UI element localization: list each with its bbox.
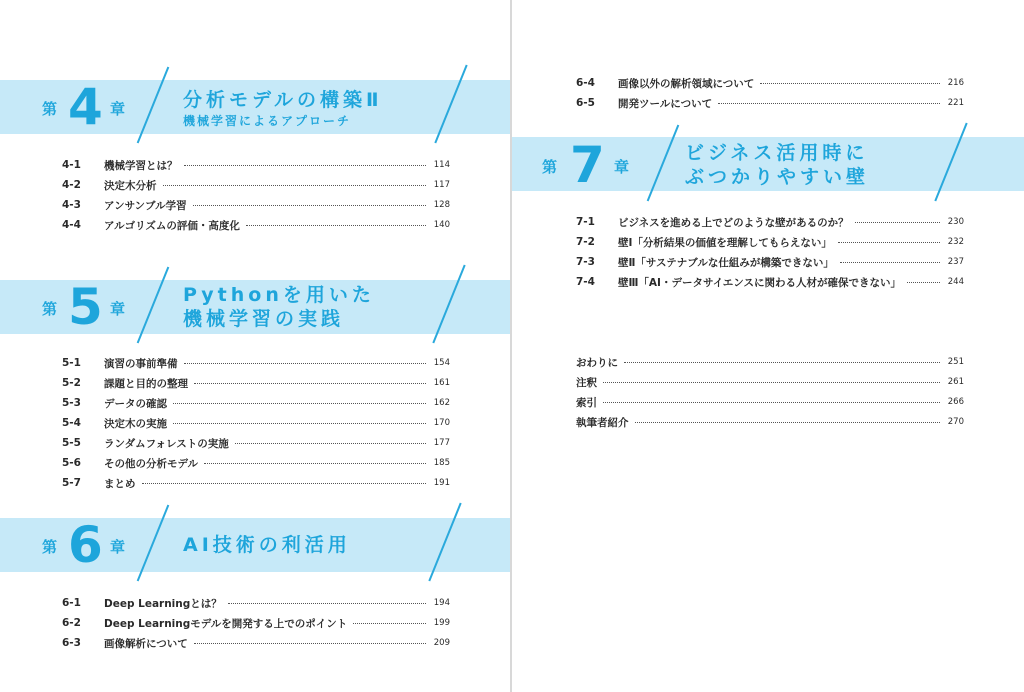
chapter-7-number: 7 [570,136,605,194]
toc-entry-title: ランダムフォレストの実施 [104,437,229,450]
toc-entry-page: 230 [947,217,964,227]
chapter-4-toc [62,155,450,235]
toc-entry-number: 5-1 [62,357,81,369]
chapter-5-title-line-2: 機械学習の実践 [183,308,345,330]
leader-dots [760,83,940,84]
toc-entry-number: 5-7 [62,477,81,489]
toc-entry-page: 117 [433,180,450,190]
toc-entry-title: 執筆者紹介 [576,416,629,429]
toc-entry-title: Deep Learningモデルを開発する上でのポイント [104,617,348,630]
toc-entry-number: 7-1 [576,216,595,228]
leader-dots [840,262,940,263]
leader-dots [184,165,427,166]
toc-entry-number: 5-4 [62,417,81,429]
chapter-7-toc [576,212,964,292]
toc-entry-title: 機械学習とは？ [104,159,178,172]
toc-entry-number: 7-4 [576,276,595,288]
toc-entry-6-2[interactable] [62,613,450,633]
chapter-7-title-line-1: ビジネス活用時に [685,142,869,164]
toc-entry-number: 6-1 [62,597,81,609]
leader-dots [184,363,427,364]
chapter-7-sho: 章 [614,158,630,176]
toc-entry-title: 索引 [576,396,597,409]
toc-entry-5-3[interactable] [62,393,450,413]
leader-dots [204,463,426,464]
toc-entry-title: 注釈 [576,376,597,389]
toc-entry-5-2[interactable] [62,373,450,393]
toc-entry-number: 4-1 [62,159,81,171]
toc-entry-page: 244 [947,277,964,287]
leader-dots [855,222,940,223]
toc-entry-page: 177 [433,438,450,448]
toc-entry-title: まとめ [104,477,136,490]
leader-dots [907,282,940,283]
chapter-5-toc [62,353,450,493]
toc-entry-title: 演習の事前準備 [104,357,178,370]
toc-entry-number: 4-3 [62,199,81,211]
toc-entry-5-7[interactable] [62,473,450,493]
toc-entry-7-3[interactable] [576,252,964,272]
leader-dots [838,242,940,243]
toc-entry-7-4[interactable] [576,272,964,292]
toc-entry-page: 199 [433,618,450,628]
toc-entry-page: 161 [433,378,450,388]
leader-dots [163,185,427,186]
chapter-6-number: 6 [68,516,103,574]
toc-entry-title: その他の分析モデル [104,457,198,470]
toc-entry-page: 194 [433,598,450,608]
toc-entry-5-6[interactable] [62,453,450,473]
toc-entry-page: 170 [433,418,450,428]
toc-entry-number: 6-5 [576,97,595,109]
chapter-7-title-line-2: ぶつかりやすい壁 [685,166,870,188]
toc-entry-title: 壁Ⅲ「AI・データサイエンスに関わる人材が確保できない」 [618,276,901,289]
toc-entry-6-1[interactable] [62,593,450,613]
toc-entry-title: 課題と目的の整理 [104,377,188,390]
toc-entry-page: 140 [433,220,450,230]
toc-entry-page: 261 [947,377,964,387]
backmatter-toc [576,352,964,432]
toc-entry-authors[interactable] [576,412,964,432]
leader-dots [635,422,941,423]
toc-entry-page: 270 [947,417,964,427]
toc-entry-page: 191 [433,478,450,488]
toc-entry-6-5[interactable] [576,93,964,113]
chapter-4-subtitle: 機械学習によるアプローチ [183,114,352,128]
chapter-4-sho: 章 [110,100,126,118]
toc-entry-7-2[interactable] [576,232,964,252]
toc-entry-4-3[interactable] [62,195,450,215]
toc-entry-page: 221 [947,98,964,108]
toc-entry-page: 251 [947,357,964,367]
toc-entry-page: 232 [947,237,964,247]
toc-entry-number: 7-3 [576,256,595,268]
toc-entry-index[interactable] [576,392,964,412]
toc-entry-title: アンサンブル学習 [104,199,187,212]
chapter-5-dai: 第 [42,300,58,318]
toc-entry-number: 5-2 [62,377,81,389]
toc-entry-7-1[interactable] [576,212,964,232]
leader-dots [353,623,426,624]
chapter-4-number: 4 [68,78,103,136]
toc-entry-number: 6-3 [62,637,81,649]
toc-entry-page: 128 [433,200,450,210]
toc-entry-page: 185 [433,458,450,468]
toc-entry-number: 5-5 [62,437,81,449]
toc-entry-page: 162 [433,398,450,408]
toc-entry-page: 209 [433,638,450,648]
chapter-6-toc [62,593,450,653]
left-page [0,0,510,692]
toc-entry-title: 画像解析について [104,637,188,650]
leader-dots [194,383,426,384]
chapter-5-sho: 章 [110,300,126,318]
toc-entry-title: アルゴリズムの評価・高度化 [104,219,240,232]
toc-entry-4-1[interactable] [62,155,450,175]
toc-entry-title: 開発ツールについて [618,97,713,110]
toc-entry-title: Deep Learningとは？ [104,597,222,610]
leader-dots [173,403,426,404]
leader-dots [235,443,426,444]
leader-dots [246,225,426,226]
toc-entry-title: 決定木の実施 [104,417,167,430]
chapter-5-number: 5 [68,278,103,336]
toc-entry-number: 4-4 [62,219,81,231]
toc-entry-number: 6-2 [62,617,81,629]
toc-entry-6-3[interactable] [62,633,450,653]
toc-entry-6-4[interactable] [576,73,964,93]
chapter-6-title: AI技術の利活用 [183,534,351,556]
leader-dots [193,205,426,206]
toc-entry-notes[interactable] [576,372,964,392]
toc-entry-page: 216 [947,78,964,88]
toc-entry-number: 4-2 [62,179,81,191]
leader-dots [173,423,426,424]
chapter-5-title-line-1: Pythonを用いた [183,284,375,306]
toc-entry-title: ビジネスを進める上でどのような壁があるのか？ [618,216,849,229]
toc-entry-5-4[interactable] [62,413,450,433]
toc-entry-5-1[interactable] [62,353,450,373]
toc-entry-4-2[interactable] [62,175,450,195]
toc-entry-afterword[interactable] [576,352,964,372]
toc-entry-5-5[interactable] [62,433,450,453]
toc-entry-number: 5-6 [62,457,81,469]
chapter-6-toc-continued [576,73,964,113]
toc-entry-number: 6-4 [576,77,595,89]
toc-entry-title: 画像以外の解析領域について [618,77,755,90]
toc-entry-title: データの確認 [104,397,167,410]
toc-entry-title: 決定木分析 [104,179,157,192]
chapter-7-dai: 第 [542,158,558,176]
toc-entry-page: 237 [947,257,964,267]
chapter-4-dai: 第 [42,100,58,118]
toc-entry-title: 壁Ⅰ「分析結果の価値を理解してもらえない」 [618,236,832,249]
toc-entry-title: 壁Ⅱ「サステナブルな仕組みが構築できない」 [618,256,834,269]
leader-dots [194,643,426,644]
leader-dots [603,382,940,383]
chapter-6-dai: 第 [42,538,58,556]
toc-entry-4-4[interactable] [62,215,450,235]
toc-entry-title: おわりに [576,356,618,369]
leader-dots [718,103,940,104]
leader-dots [624,362,940,363]
chapter-4-title: 分析モデルの構築Ⅱ [183,89,383,111]
toc-entry-page: 154 [433,358,450,368]
toc-entry-page: 114 [433,160,450,170]
right-page [512,0,1024,692]
toc-entry-number: 7-2 [576,236,595,248]
leader-dots [228,603,426,604]
leader-dots [603,402,940,403]
chapter-6-sho: 章 [110,538,126,556]
toc-entry-number: 5-3 [62,397,81,409]
leader-dots [142,483,427,484]
toc-entry-page: 266 [947,397,964,407]
